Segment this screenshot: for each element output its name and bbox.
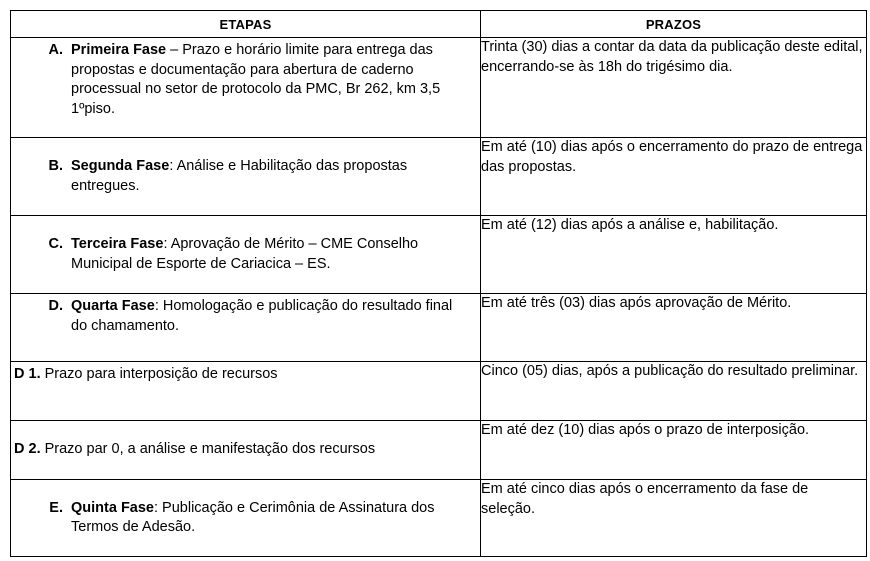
phase-cell (11, 421, 481, 480)
table-row (11, 362, 867, 421)
phase-description: : Aprovação de Mérito – CME Conselho Municipal de Esporte de Cariacica – ES. (71, 236, 419, 272)
deadline-cell: Em até cinco dias após o encerramento da fase de seleção. (481, 480, 867, 557)
deadline-cell: Cinco (05) dias, após a publicação do resultado preliminar. (481, 362, 867, 421)
phase-cell (11, 294, 481, 362)
table-row (11, 216, 867, 294)
phase-cell (11, 362, 481, 421)
phase-cell (11, 138, 481, 216)
table-row (11, 421, 867, 480)
table-header-row (11, 11, 867, 38)
phase-letter: D. (48, 298, 63, 314)
phase-name: Segunda Fase (71, 158, 170, 174)
phase-name: Primeira Fase (71, 42, 167, 58)
schedule-table (10, 10, 867, 557)
phase-description: : Homologação e publicação do resultado final do chamamento. (71, 298, 453, 334)
phase-description: : Publicação e Cerimônia de Assinatura dos Termos de Adesão. (71, 499, 435, 535)
phase-letter: A. (48, 42, 63, 58)
phase-letter: B. (48, 158, 63, 174)
table-row (11, 294, 867, 362)
phase-letter: C. (48, 236, 63, 252)
subphase-description: Prazo para interposição de recursos (40, 366, 278, 382)
deadline-cell: Em até três (03) dias após aprovação de Mérito. (481, 294, 867, 362)
phase-description: : Análise e Habilitação das propostas entregues. (71, 158, 408, 194)
phase-cell (11, 216, 481, 294)
header-prazos: PRAZOS (481, 11, 867, 38)
phase-name: Terceira Fase (71, 236, 164, 252)
deadline-cell: Em até dez (10) dias após o prazo de interposição. (481, 421, 867, 480)
phase-cell (11, 480, 481, 557)
phase-name: Quarta Fase (71, 298, 155, 314)
subphase-code: D 1. (14, 366, 41, 382)
table-row (11, 138, 867, 216)
deadline-cell: Em até (10) dias após o encerramento do prazo de entrega das propostas. (481, 138, 867, 216)
deadline-cell: Em até (12) dias após a análise e, habilitação. (481, 216, 867, 294)
phase-name: Quinta Fase (71, 499, 154, 516)
deadline-cell: Trinta (30) dias a contar da data da publicação deste edital, encerrando-se às 18h do trigésimo dia. (481, 38, 867, 138)
phase-description: – Prazo e horário limite para entrega das propostas e documentação para abertura de caderno processual no setor de protocolo da PMC, Br 262, km 3,5 1ºpiso. (71, 42, 441, 117)
phase-cell (11, 38, 481, 138)
phase-letter: E. (49, 499, 63, 516)
table-row (11, 38, 867, 138)
subphase-description: Prazo par 0, a análise e manifestação dos recursos (40, 441, 376, 458)
table-row (11, 480, 867, 557)
subphase-code: D 2. (14, 441, 41, 458)
header-etapas: ETAPAS (11, 11, 481, 38)
